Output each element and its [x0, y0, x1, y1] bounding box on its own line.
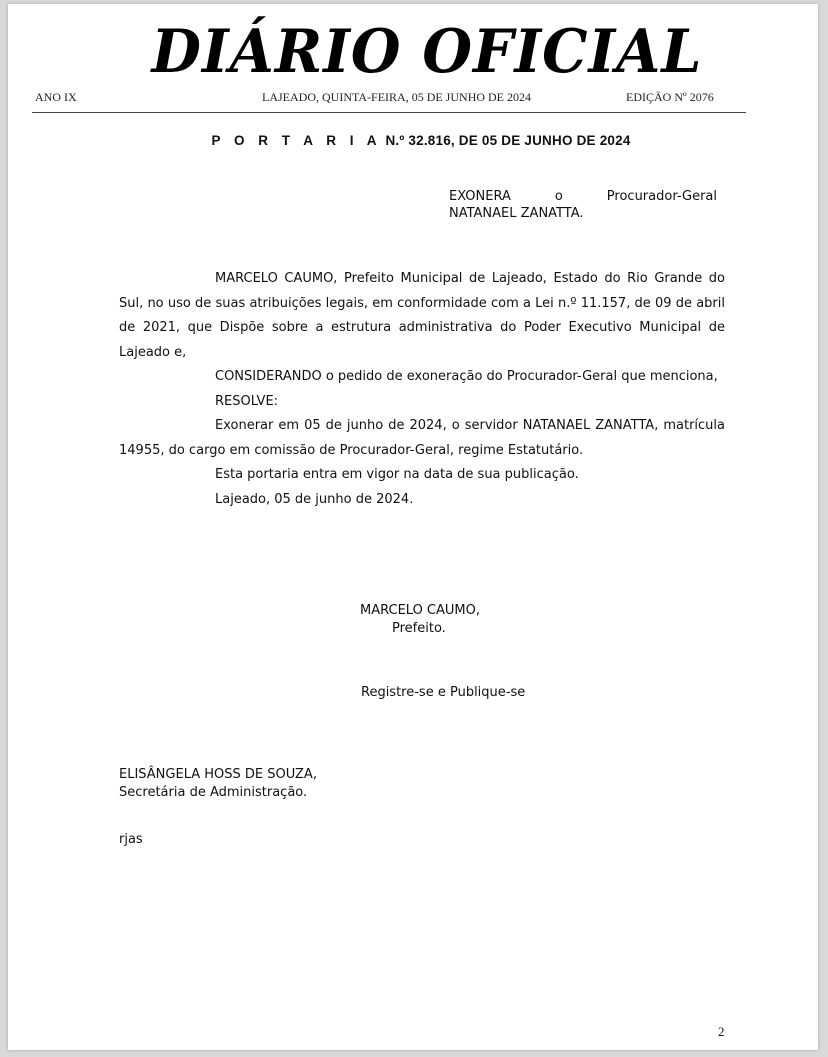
year-label: ANO IX	[35, 90, 77, 104]
paragraph-preamble: MARCELO CAUMO, Prefeito Municipal de Lajeado, Estado do Rio Grande do Sul, no uso de suas atribuições legais, em conformidade com a Lei n.º 11.157, de 09 de abril de 2021, que Dispõe sobre a estrutura administrativa do Poder Executivo Municipal de Lajeado e,	[119, 271, 725, 360]
paragraph-resolve: RESOLVE:	[215, 393, 279, 409]
portaria-title-number: N.º 32.816, DE 05 DE JUNHO DE 2024	[385, 133, 631, 148]
paragraph-date: Lajeado, 05 de junho de 2024.	[215, 491, 414, 507]
secretary-role: Secretária de Administração.	[119, 785, 308, 800]
ementa-line-2: NATANAEL ZANATTA.	[449, 206, 584, 221]
paragraph-considerando: CONSIDERANDO o pedido de exoneração do Procurador-Geral que menciona,	[215, 369, 718, 384]
place-date-label: LAJEADO, QUINTA-FEIRA, 05 DE JUNHO DE 2024	[262, 90, 532, 104]
secretary-name: ELISÂNGELA HOSS DE SOUZA,	[119, 767, 317, 782]
portaria-title	[8, 133, 828, 148]
ementa	[449, 188, 717, 222]
signatory-role: Prefeito.	[392, 621, 446, 636]
ementa-line-1: EXONERA o Procurador-Geral	[449, 189, 717, 204]
paragraph-vigor: Esta portaria entra em vigor na data de sua publicação.	[215, 467, 579, 482]
header-divider	[32, 112, 746, 113]
secretary-signature	[119, 766, 317, 802]
masthead-title: DIÁRIO OFICIAL	[151, 16, 703, 87]
portaria-body	[119, 267, 725, 512]
document-page	[8, 4, 818, 1050]
page-number: 2	[718, 1024, 725, 1039]
edition-label: EDIÇÃO Nº 2076	[626, 90, 714, 104]
typist-initials: rjas	[119, 832, 143, 847]
portaria-title-word: P O R T A R I A	[211, 133, 382, 148]
signatory-name: MARCELO CAUMO,	[360, 603, 480, 618]
paragraph-exonerar: Exonerar em 05 de junho de 2024, o servidor NATANAEL ZANATTA, matrícula 14955, do cargo em comissão de Procurador-Geral, regime Estatutário.	[119, 418, 725, 458]
registre-publique: Registre-se e Publique-se	[361, 685, 526, 700]
mayor-signature	[360, 602, 520, 638]
